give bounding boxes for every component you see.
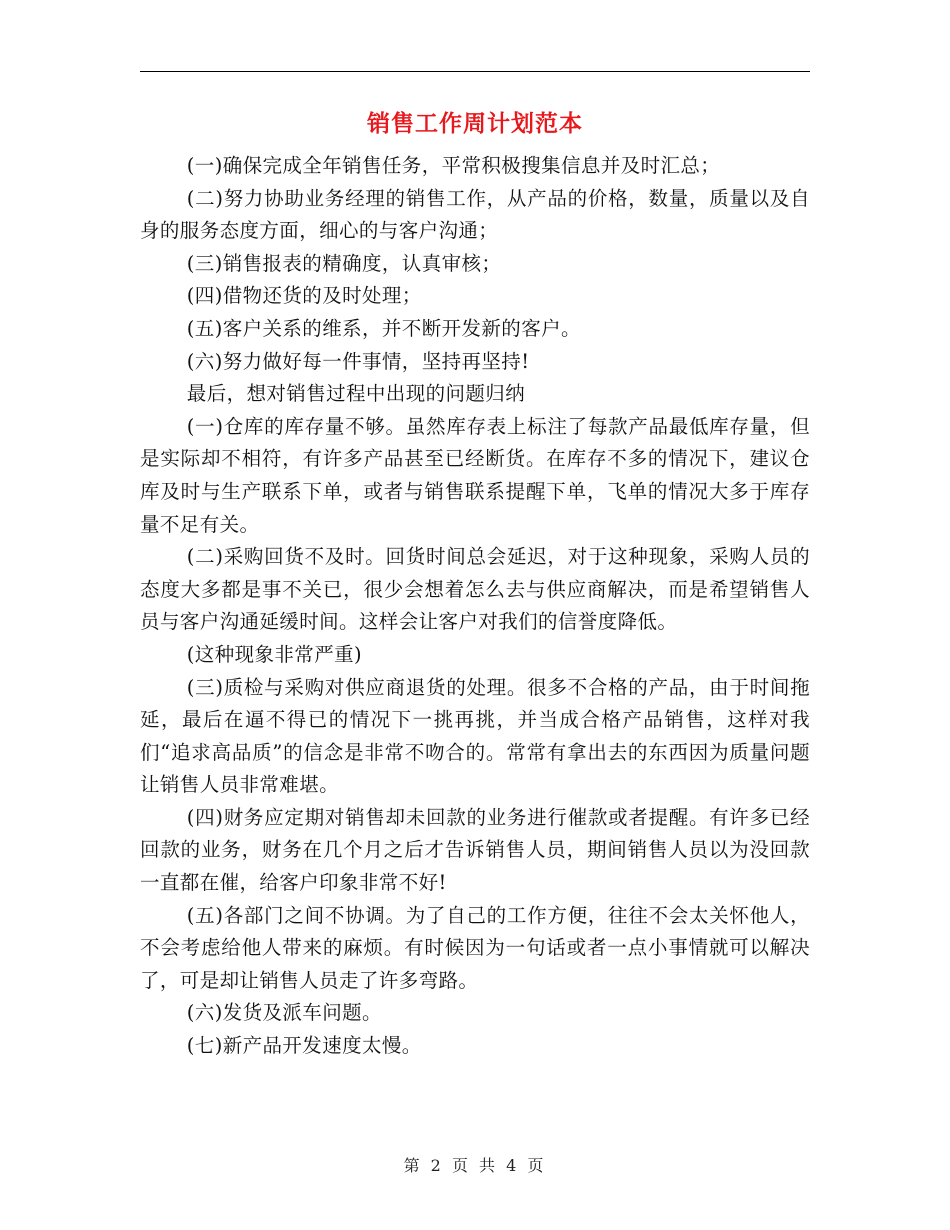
paragraph-15: (七)新产品开发速度太慢。	[186, 1034, 422, 1058]
paragraph-8: (一)仓库的库存量不够。虽然库存表上标注了每款产品最低库存量，但是实际却不相符，有许多产品甚至已经断货。在库存不多的情况下，建议仓库及时与生产联系下单，或者与销售联系提醒下单，飞单的情况大多于库存量不足有关。	[140, 414, 810, 536]
paragraph-5: (五)客户关系的维系，并不断开发新的客户。	[186, 316, 581, 340]
page-footer: 第 2 页 共 4 页	[403, 1156, 547, 1175]
paragraph-14: (六)发货及派车问题。	[186, 1001, 382, 1025]
paragraph-6: (六)努力做好每一件事情，坚持再坚持!	[186, 349, 530, 373]
paragraph-2: (二)努力协助业务经理的销售工作，从产品的价格，数量，质量以及自身的服务态度方面，细心的与客户沟通；	[140, 186, 810, 243]
paragraph-7: 最后，想对销售过程中出现的问题归纳	[186, 382, 526, 406]
paragraph-9: (二)采购回货不及时。回货时间总会延迟，对于这种现象，采购人员的态度大多都是事不关已，很少会想着怎么去与供应商解决，而是希望销售人员与客户沟通延缓时间。这样会让客户对我们的信誉度降低。	[140, 545, 810, 634]
paragraph-12: (四)财务应定期对销售却未回款的业务进行催款或者提醒。有许多已经回款的业务，财务在几个月之后才告诉销售人员，期间销售人员以为没回款一直都在催，给客户印象非常不好!	[140, 805, 810, 895]
paragraph-3: (三)销售报表的精确度，认真审核；	[186, 251, 502, 275]
header-rule	[140, 71, 810, 72]
document-title: 销售工作周计划范本	[367, 110, 583, 137]
document-body	[140, 150, 810, 1063]
paragraph-11: (三)质检与采购对供应商退货的处理。很多不合格的产品，由于时间拖延，最后在逼不得已的情况下一挑再挑，并当成合格产品销售，这样对我们“追求高品质”的信念是非常不吻合的。常常有拿出去的东西因为质量问题让销售人员非常难堪。	[140, 675, 810, 797]
paragraph-1: (一)确保完成全年销售任务，平常积极搜集信息并及时汇总；	[186, 154, 721, 177]
paragraph-4: (四)借物还货的及时处理；	[186, 284, 422, 308]
paragraph-13: (五)各部门之间不协调。为了自己的工作方便，往往不会太关怀他人，不会考虑给他人带来的麻烦。有时候因为一句话或者一点小事情就可以解决了，可是却让销售人员走了许多弯路。	[140, 903, 810, 992]
paragraph-10: (这种现象非常严重)	[186, 642, 363, 666]
